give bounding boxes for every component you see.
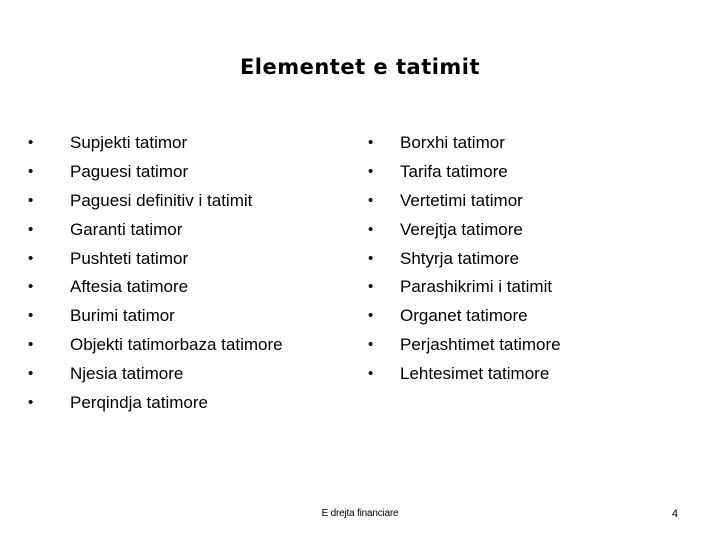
list-item [28, 158, 348, 187]
list-item [28, 273, 348, 302]
bullet-icon: • [368, 365, 374, 383]
list-item-text: Lehtesimet tatimore [400, 364, 550, 384]
list-item-text: Organet tatimore [400, 306, 528, 326]
list-item-text: Aftesia tatimore [70, 277, 189, 297]
list-item-text: Verejtja tatimore [400, 219, 523, 239]
bullet-icon: • [368, 162, 374, 180]
bullet-icon: • [368, 134, 374, 151]
right-bullet-list [368, 129, 698, 389]
list-item [28, 245, 348, 274]
list-item-text: Pushteti tatimor [70, 248, 189, 268]
bullet-icon: • [368, 220, 374, 238]
list-item [368, 245, 698, 274]
list-item [368, 129, 698, 158]
list-item [28, 360, 348, 389]
list-item [28, 216, 348, 245]
left-bullet-list [28, 129, 348, 418]
bullet-icon: • [368, 249, 374, 267]
bullet-icon: • [28, 307, 34, 325]
list-item-text: Paguesi tatimor [70, 161, 189, 181]
list-item-text: Perjashtimet tatimore [400, 335, 561, 355]
list-item [28, 331, 348, 360]
list-item [368, 158, 698, 187]
bullet-icon: • [28, 134, 34, 151]
bullet-icon: • [368, 336, 374, 354]
list-item-text: Garanti tatimor [70, 219, 183, 239]
bullet-icon: • [28, 365, 34, 383]
bullet-icon: • [28, 336, 34, 354]
bullet-icon: • [368, 278, 374, 296]
list-item-text: Vertetimi tatimor [400, 190, 523, 210]
list-item [28, 187, 348, 216]
list-item-text: Njesia tatimore [70, 364, 184, 384]
bullet-icon: • [368, 191, 374, 209]
list-item [368, 187, 698, 216]
list-item-text: Perqindja tatimore [70, 393, 208, 413]
bullet-icon: • [28, 191, 34, 209]
list-item-text: Burimi tatimor [70, 306, 175, 326]
list-item [368, 331, 698, 360]
list-item [28, 389, 348, 418]
list-item-text: Tarifa tatimore [400, 161, 508, 181]
list-item [368, 216, 698, 245]
list-item [28, 129, 348, 158]
list-item-text: Supjekti tatimor [70, 133, 188, 152]
list-item-text: Paguesi definitiv i tatimit [70, 190, 253, 210]
page-number: 4 [671, 508, 678, 520]
bullet-icon: • [28, 220, 34, 238]
bullet-icon: • [28, 249, 34, 267]
bullet-icon: • [368, 307, 374, 325]
list-item [368, 302, 698, 331]
bullet-icon: • [28, 394, 34, 412]
list-item [368, 273, 698, 302]
list-item-text: Parashikrimi i tatimit [400, 277, 553, 297]
list-item [368, 360, 698, 389]
list-item-text: Borxhi tatimor [400, 133, 505, 152]
footer-text: E drejta financiare [321, 508, 399, 519]
list-item [28, 302, 348, 331]
slide-title: Elementet e tatimit [239, 55, 481, 79]
bullet-icon: • [28, 162, 34, 180]
bullet-icon: • [28, 278, 34, 296]
list-item-text: Objekti tatimorbaza tatimore [70, 335, 283, 355]
list-item-text: Shtyrja tatimore [400, 248, 520, 268]
